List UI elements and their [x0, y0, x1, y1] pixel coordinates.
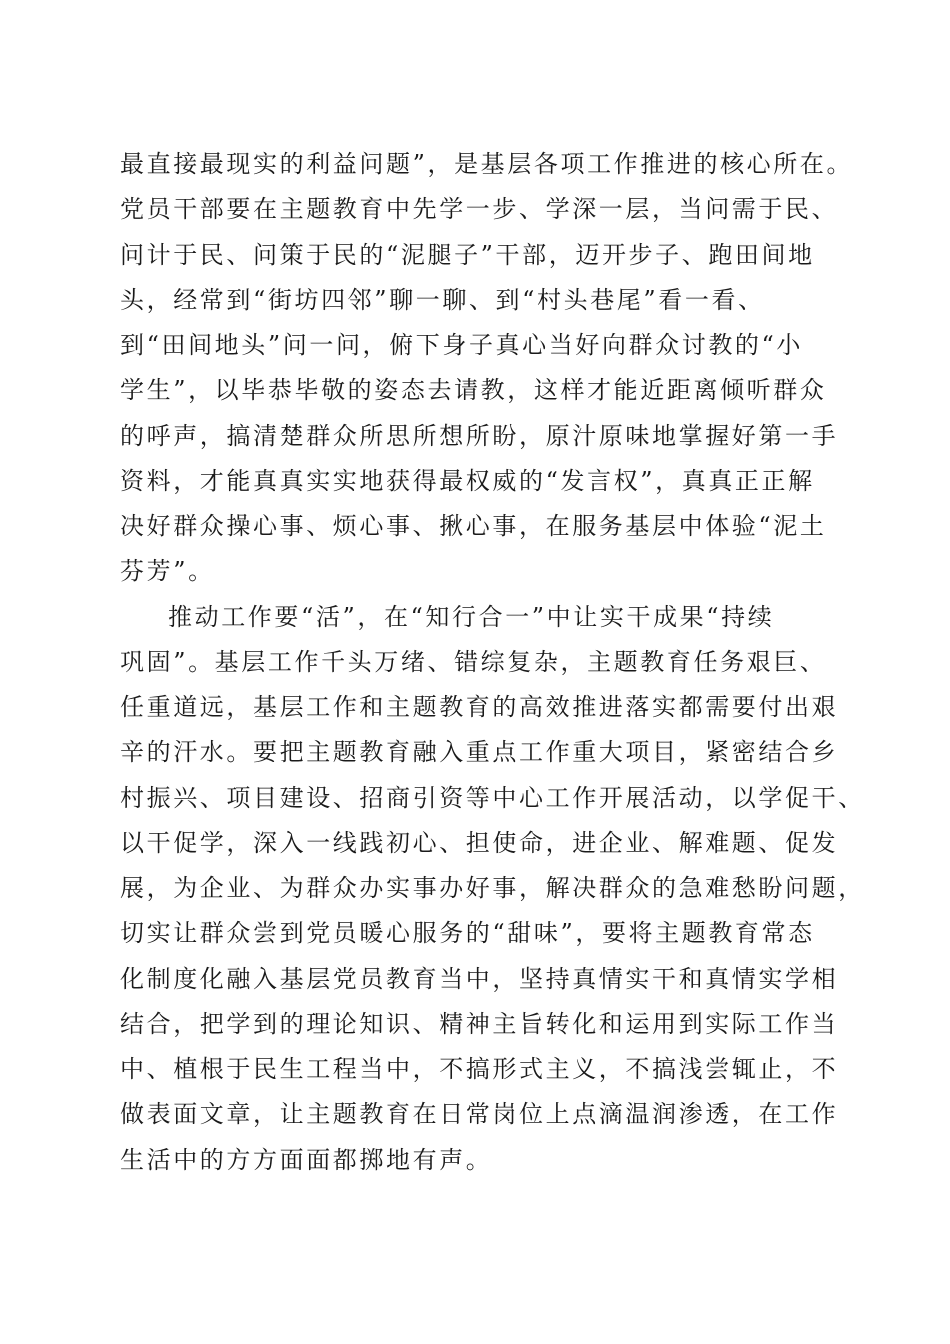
paragraph-1 [120, 142, 854, 595]
text-line: 资料，才能真真实实地获得最权威的“发言权”，真真正正解 [120, 466, 815, 495]
text-line: 推动工作要“活”，在“知行合一”中让实干成果“持续 [168, 602, 775, 631]
text-line: 决好群众操心事、烦心事、揪心事，在服务基层中体验“泥土 [120, 512, 827, 540]
text-line: 生活中的方方面面都掷地有声。 [120, 1145, 493, 1174]
text-line: 巩固”。基层工作千头万绪、错综复杂，主题教育任务艰巨、 [120, 647, 827, 676]
text-line: 学生”，以毕恭毕敬的姿态去请教，这样才能近距离倾听群众 [120, 376, 827, 405]
text-line: 辛的汗水。要把主题教育融入重点工作重大项目，紧密结合乡 [120, 738, 839, 767]
text-line: 展，为企业、为群众办实事办好事，解决群众的急难愁盼问题， [120, 874, 865, 902]
text-line: 以干促学，深入一线践初心、担使命，进企业、解难题、促发 [120, 828, 839, 857]
text-line: 芬芳”。 [120, 557, 215, 586]
body-text [120, 142, 865, 1183]
paragraph-2 [120, 595, 865, 1183]
text-line: 结合，把学到的理论知识、精神主旨转化和运用到实际工作当 [120, 1009, 839, 1038]
text-line: 村振兴、项目建设、招商引资等中心工作开展活动，以学促干、 [120, 783, 865, 812]
text-line: 问计于民、问策于民的“泥腿子”干部，迈开步子、跑田间地 [120, 240, 815, 269]
text-line: 最直接最现实的利益问题”，是基层各项工作推进的核心所在。 [120, 150, 854, 178]
text-line: 头，经常到“街坊四邻”聊一聊、到“村头巷尾”看一看、 [120, 285, 765, 314]
text-line: 党员干部要在主题教育中先学一步、学深一层，当问需于民、 [120, 195, 839, 224]
text-line: 到“田间地头”问一问，俯下身子真心当好向群众讨教的“小 [120, 331, 804, 359]
text-line: 切实让群众尝到党员暖心服务的“甜味”，要将主题教育常态 [120, 919, 815, 948]
text-line: 的呼声，搞清楚群众所思所想所盼，原汁原味地掌握好第一手 [120, 421, 839, 450]
text-line: 中、植根于民生工程当中，不搞形式主义，不搞浅尝辄止，不 [120, 1055, 839, 1083]
text-line: 做表面文章，让主题教育在日常岗位上点滴温润渗透，在工作 [120, 1100, 839, 1129]
text-line: 任重道远，基层工作和主题教育的高效推进落实都需要付出艰 [120, 693, 839, 721]
text-line: 化制度化融入基层党员教育当中，坚持真情实干和真情实学相 [120, 964, 839, 993]
